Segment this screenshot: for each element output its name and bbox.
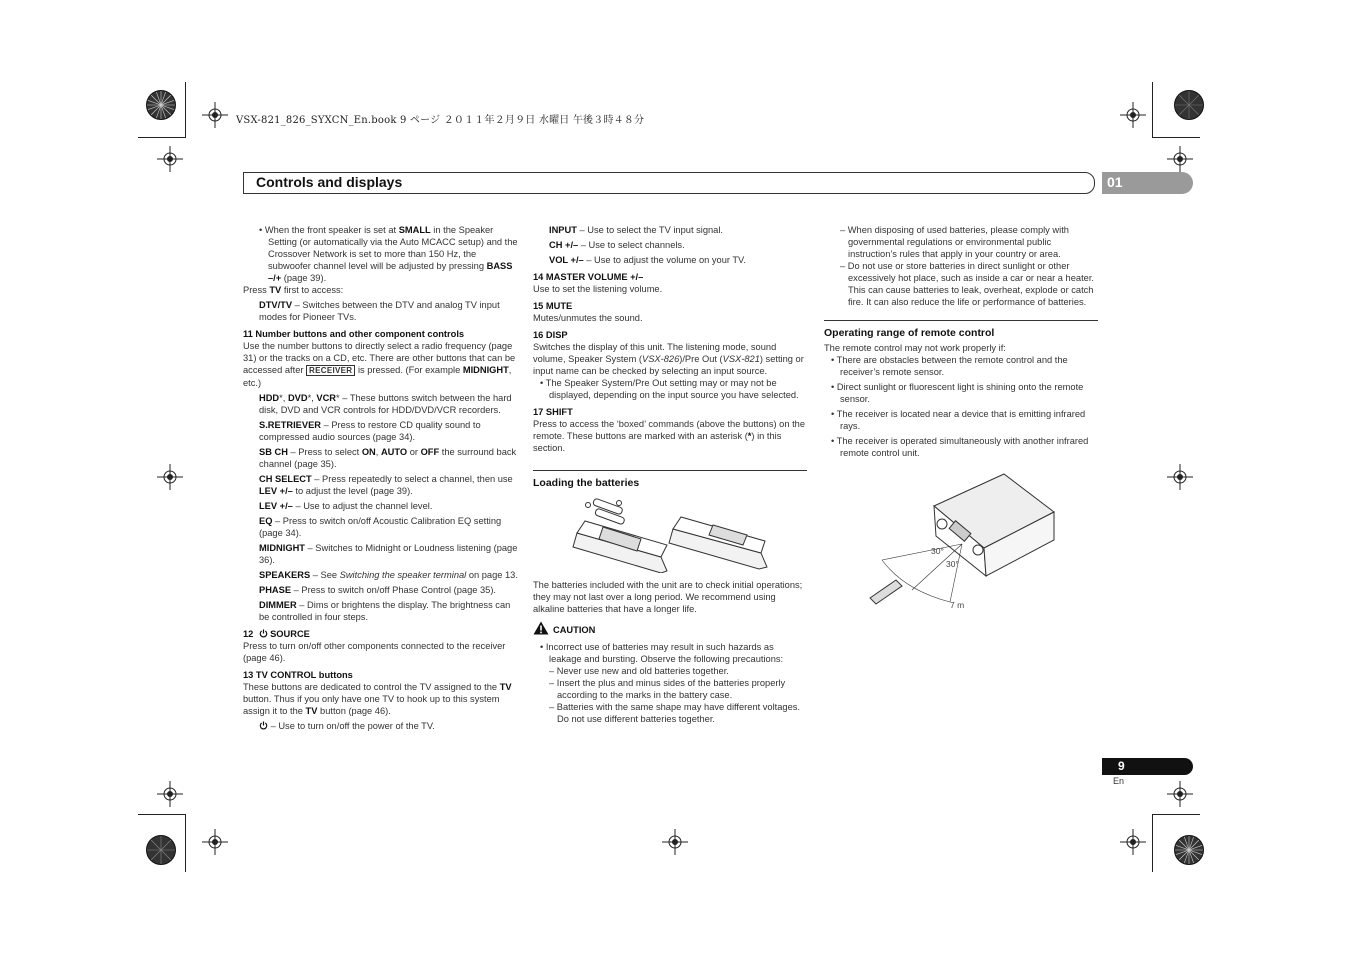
crop-line (185, 82, 186, 138)
list-item: • The Speaker System/Pre Out setting may or may not be displayed, depending on the input source you have selected. (540, 378, 799, 400)
item-heading: 13 TV CONTROL buttons (243, 670, 353, 680)
list-item: • The receiver is located near a device that is emitting infrared rays. (831, 409, 1086, 431)
chapter-tab (1102, 172, 1193, 194)
list-item: – Do not use or store batteries in direct sunlight or other excessively hot place, such as inside a car or near a heater. This can cause batteries to leak, overheat, explode or catch fire. It can also reduce the life or performance of batteries. (840, 261, 1094, 307)
section-title: Controls and displays (256, 174, 403, 190)
registration-mark (1167, 781, 1193, 807)
list-item: • There are obstacles between the remote control and the receiver’s remote sensor. (831, 355, 1068, 377)
item-heading: 12 SOURCE (243, 629, 310, 639)
paragraph: DTV/TV – Switches between the DTV and analog TV input modes for Pioneer TVs. (259, 300, 500, 322)
item-heading: 14 MASTER VOLUME +/– (533, 272, 644, 282)
receiver-button-label: RECEIVER (306, 365, 355, 376)
column-middle (533, 224, 807, 725)
crop-line (185, 814, 186, 872)
registration-mark (202, 829, 228, 855)
registration-mark (1120, 102, 1146, 128)
registration-mark (202, 102, 228, 128)
registration-mark (157, 464, 183, 490)
paragraph: These buttons are dedicated to control the TV assigned to the TV button. Thus if you only have one TV to hook up to this system assign it to the TV button (page 46). (243, 682, 512, 716)
item-heading: 17 SHIFT (533, 407, 573, 417)
column-left (243, 224, 519, 732)
section-heading-loading: Loading the batteries (533, 470, 807, 489)
crop-line (138, 137, 186, 138)
registration-mark (1167, 464, 1193, 490)
starburst-mark (1174, 835, 1204, 865)
paragraph: SPEAKERS – See Switching the speaker terminal on page 13. (259, 570, 518, 580)
paragraph: Switches the display of this unit. The listening mode, sound volume, Speaker System (VSX-826)/Pre Out (VSX-821) setting or input name can be checked by selecting an input source. (533, 342, 804, 376)
paragraph: VOL +/– – Use to adjust the volume on your TV. (549, 255, 746, 265)
paragraph: Use the number buttons to directly select a radio frequency (page 31) or the tracks on a CD, etc. There are other buttons that can be accessed after RECEIVER is pressed. (For example MIDNIGHT, etc.) (243, 341, 516, 388)
paragraph: CH SELECT – Press repeatedly to select a channel, then use LEV +/– to adjust the level (page 39). (259, 474, 513, 496)
page-number: 9 (1118, 759, 1125, 773)
paragraph: SB CH – Press to select ON, AUTO or OFF the surround back channel (page 35). (259, 447, 517, 469)
paragraph: Press to turn on/off other components connected to the receiver (page 46). (243, 641, 506, 663)
file-header: VSX-821_826_SYXCN_En.book 9 ページ ２０１１年２月９日 水曜日 午後３時４８分 (236, 115, 645, 126)
crop-line (1152, 814, 1153, 872)
registration-mark (1167, 146, 1193, 172)
angle-label: 30° (946, 559, 959, 569)
paragraph: Mutes/unmutes the sound. (533, 313, 643, 323)
power-icon (259, 721, 268, 730)
paragraph: Use to set the listening volume. (533, 284, 663, 294)
list-item: • When the front speaker is set at SMALL in the Speaker Setting (or automatically via the Auto MCACC setup) and the Crossover Network is set to more than 150 Hz, the subwoofer channel level will be adjusted by pressing BASS –/+ (page 39). (259, 225, 518, 283)
item-heading: 15 MUTE (533, 301, 573, 311)
list-item: • Direct sunlight or fluorescent light is shining onto the remote sensor. (831, 382, 1084, 404)
list-item: • The receiver is operated simultaneously with another infrared remote control unit. (831, 436, 1089, 458)
crop-line (138, 814, 186, 815)
starburst-mark (1174, 90, 1204, 120)
registration-mark (157, 146, 183, 172)
list-item: – Insert the plus and minus sides of the batteries properly according to the marks in the battery case. (549, 678, 786, 700)
paragraph: CH +/– – Use to select channels. (549, 240, 685, 250)
starburst-mark (146, 90, 176, 120)
paragraph: INPUT – Use to select the TV input signal. (549, 225, 723, 235)
range-illustration (864, 470, 1064, 615)
starburst-mark (146, 835, 176, 865)
item-heading: 11 Number buttons and other component controls (243, 329, 465, 339)
paragraph: MIDNIGHT – Switches to Midnight or Loudness listening (page 36). (259, 543, 518, 565)
power-icon (259, 629, 268, 638)
paragraph: The remote control may not work properly if: (824, 343, 1006, 353)
section-heading-range: Operating range of remote control (824, 320, 1098, 339)
warning-icon (533, 621, 549, 638)
registration-mark (1120, 829, 1146, 855)
angle-label: 30° (931, 546, 944, 556)
distance-label: 7 m (950, 600, 965, 610)
paragraph: Press to access the ‘boxed’ commands (above the buttons) on the remote. These buttons are marked with an asterisk (*) in this section. (533, 419, 805, 453)
column-right (824, 224, 1098, 459)
crop-line (1152, 137, 1200, 138)
paragraph: LEV +/– – Use to adjust the channel level. (259, 501, 433, 511)
paragraph: – Use to turn on/off the power of the TV. (243, 720, 519, 732)
list-item: – Never use new and old batteries together. (549, 666, 729, 676)
list-item: – Batteries with the same shape may have different voltages. Do not use different batteries together. (549, 702, 800, 724)
registration-mark (157, 781, 183, 807)
crop-line (1152, 82, 1153, 138)
paragraph: DIMMER – Dims or brightens the display. The brightness can be controlled in four steps. (259, 600, 511, 622)
paragraph: S.RETRIEVER – Press to restore CD quality sound to compressed audio sources (page 34). (259, 420, 481, 442)
section-header-bar (243, 172, 1095, 194)
page-number-tab (1102, 758, 1193, 775)
paragraph: EQ – Press to switch on/off Acoustic Calibration EQ setting (page 34). (259, 516, 502, 538)
paragraph: The batteries included with the unit are to check initial operations; they may not last over a long period. We recommend using alkaline batteries that have a longer life. (533, 580, 803, 614)
paragraph: PHASE – Press to switch on/off Phase Control (page 35). (259, 585, 497, 595)
caution-heading: CAUTION (533, 621, 807, 638)
paragraph: HDD*, DVD*, VCR* – These buttons switch between the hard disk, DVD and VCR controls for HDD/DVD/VCR recorders. (259, 393, 512, 415)
list-item: – When disposing of used batteries, please comply with governmental regulations or environmental public instruction’s rules that apply in your country or area. (840, 225, 1069, 259)
crop-line (1152, 814, 1200, 815)
paragraph: Press TV first to access: (243, 285, 344, 295)
language-label: En (1113, 776, 1125, 786)
item-heading: 16 DISP (533, 330, 568, 340)
battery-illustration (533, 495, 807, 573)
registration-mark (662, 829, 688, 855)
list-item: • Incorrect use of batteries may result in such hazards as leakage and bursting. Observe the following precautions: (540, 642, 784, 664)
chapter-number: 01 (1107, 174, 1123, 190)
